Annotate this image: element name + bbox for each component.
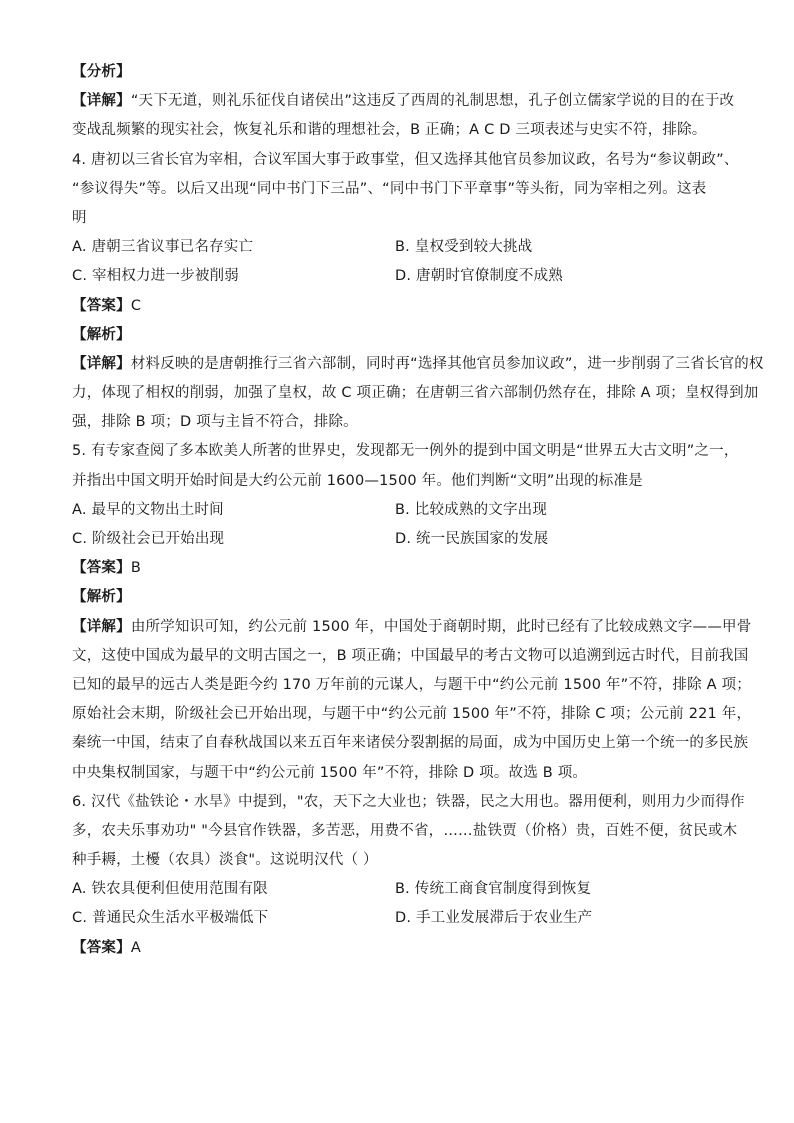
q6-option-c: C. 普通民众生活水平极端低下: [72, 910, 269, 927]
q5-stem-line-1: 5. 有专家查阅了多本欧美人所著的世界史，发现都无一例外的提到中国文明是“世界五大古文明”之一，: [72, 443, 739, 460]
q4-options-row-2: [72, 266, 724, 286]
q6-option-d: D. 手工业发展滞后于农业生产: [395, 910, 593, 927]
q4-option-b: B. 皇权受到较大挑战: [395, 239, 533, 256]
q6-stem-line-2: 多，农夫乐事劝功" "今县官作铁器，多苦恶，用费不省，……盐铁贾（价格）贵，百姓不便，贫民或木: [72, 822, 738, 839]
q5-option-b: B. 比较成熟的文字出现: [395, 501, 548, 518]
q5-detail-line-5: 秦统一中国，结束了自春秋战国以来五百年来诸侯分裂割据的局面，成为中国历史上第一个统一的多民族: [72, 735, 749, 752]
analysis-label: 【解析】: [72, 326, 131, 343]
q5-option-c: C. 阶级社会已开始出现: [72, 531, 225, 547]
detail-label: 【详解】: [72, 93, 131, 110]
answer-label: 【答案】: [72, 297, 131, 314]
q5-stem-line-2: 并指出中国文明开始时间是大约公元前 1600—1500 年。他们判断“文明”出现的标准是: [72, 472, 643, 489]
q3-detail-text-1: “天下无道，则礼乐征伐自诸侯出”这违反了西周的礼制思想，孔子创立儒家学说的目的在于改: [130, 93, 735, 110]
q5-options-row-2: [72, 529, 724, 549]
q4-stem-line-2: “参议得失”等。以后又出现“同中书门下三品”、“同中书门下平章事”等头衔，同为宰相之列。这表: [72, 180, 707, 197]
q6-stem-line-3: 种手耨，土櫌（农具）淡食"。这说明汉代（ ）: [72, 852, 378, 869]
analysis-label: 【解析】: [72, 589, 131, 606]
q4-answer: [72, 296, 724, 316]
q4-detail-line-2: 力，体现了相权的削弱，加强了皇权，故 C 项正确；在唐朝三省六部制仍然存在，排除 A 项；皇权得到加: [72, 385, 759, 402]
analysis-short-heading: [72, 62, 724, 82]
q3-detail-line-2: 变战乱频繁的现实社会，恢复礼乐和谐的理想社会，B 正确；A C D 三项表述与史实不符，排除。: [72, 122, 707, 139]
document-page: [72, 62, 764, 967]
q4-detail-text-1: 材料反映的是唐朝推行三省六部制，同时再“选择其他官员参加议政”，进一步削弱了三省长官的权: [130, 355, 764, 372]
q6-option-b: B. 传统工商食官制度得到恢复: [395, 881, 592, 898]
q6-answer: [72, 938, 724, 958]
q6-stem-line-1: 6. 汉代《盐铁论・水旱》中提到，"农，天下之大业也；铁器，民之大用也。器用便利，则用力少而得作: [72, 793, 745, 810]
q4-detail-line-3: 强，排除 B 项；D 项与主旨不符合，排除。: [72, 414, 358, 431]
q5-detail-line-6: 中央集权制国家，与题干中“约公元前 1500 年”不符，排除 D 项。故选 B 项。: [72, 764, 588, 781]
answer-label: 【答案】: [72, 939, 131, 956]
q4-option-d: D. 唐朝时官僚制度不成熟: [395, 268, 563, 285]
q4-options-row-1: [72, 237, 724, 257]
q5-analysis-heading: [72, 587, 724, 607]
q5-detail-line-3: 已知的最早的远古人类是距今约 170 万年前的元谋人，与题干中“约公元前 1500 年”不符，排除 A 项；: [72, 676, 751, 693]
q4-analysis-heading: [72, 325, 724, 345]
q4-stem-line-3: 明: [72, 209, 87, 226]
q5-detail-line-4: 原始社会末期，阶级社会已开始出现，与题干中“约公元前 1500 年”不符，排除 C 项；公元前 221 年，: [72, 706, 752, 723]
q6-option-a: A. 铁农具便利但使用范围有限: [72, 881, 268, 898]
q5-detail-line-2: 文，这使中国成为最早的文明古国之一，B 项正确；中国最早的考古文物可以追溯到远古时代，目前我国: [72, 647, 749, 664]
q5-detail-text-1: 由所学知识可知，约公元前 1500 年，中国处于商朝时期，此时已经有了比较成熟文字——甲骨: [130, 618, 752, 635]
detail-label: 【详解】: [72, 355, 131, 372]
q4-option-a: A. 唐朝三省议事已名存实亡: [72, 239, 254, 256]
answer-label: 【答案】: [72, 560, 131, 577]
detail-label: 【详解】: [72, 618, 131, 635]
q5-option-d: D. 统一民族国家的发展: [395, 531, 549, 547]
q6-options-row-2: [72, 908, 724, 928]
q4-answer-value: C: [130, 297, 142, 314]
q5-detail-line-1: [72, 617, 752, 637]
q5-answer-value: B: [130, 560, 141, 577]
q5-answer: [72, 558, 724, 578]
q6-answer-value: A: [130, 939, 141, 956]
q4-option-c: C. 宰相权力进一步被削弱: [72, 268, 239, 285]
q6-options-row-1: [72, 879, 724, 899]
analysis-short-label: 【分析】: [72, 64, 131, 80]
q4-stem-line-1: 4. 唐初以三省长官为宰相，合议军国大事于政事堂，但又选择其他官员参加议政，名号为“参议朝政”、: [72, 151, 739, 168]
q5-option-a: A. 最早的文物出土时间: [72, 501, 224, 518]
q3-detail-line-1: [72, 91, 735, 111]
q5-options-row-1: [72, 500, 724, 520]
q4-detail-line-1: [72, 354, 764, 374]
